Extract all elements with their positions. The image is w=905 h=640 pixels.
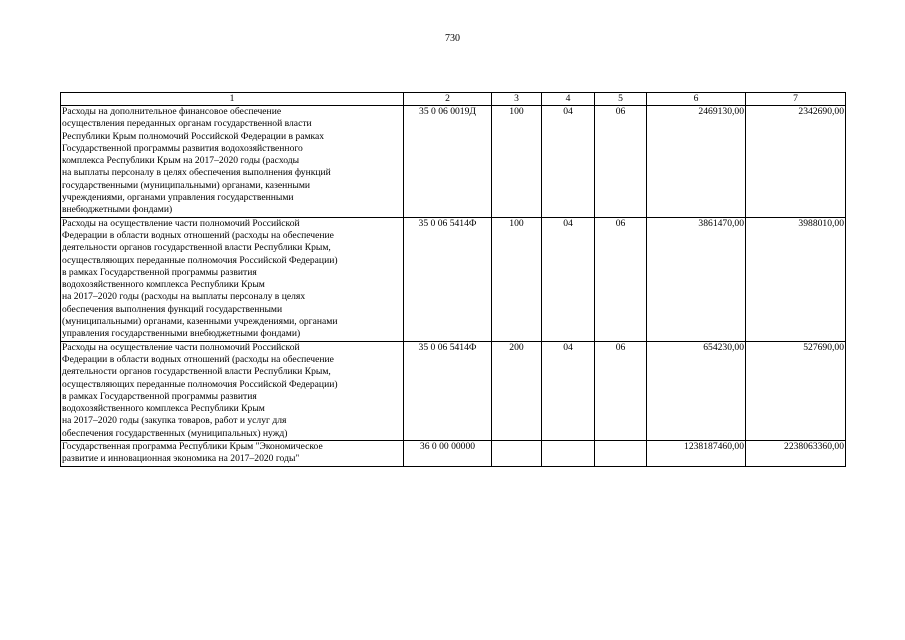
subsection-code: 06 [595,341,647,440]
table-row [61,341,846,440]
budget-table [60,92,846,467]
expense-type-code: 100 [492,106,542,218]
column-header-4: 4 [542,93,595,106]
table-row [61,217,846,341]
target-item-code: 35 0 06 5414Ф [404,341,492,440]
expense-description: Государственная программа Республики Крым "Экономическое развитие и инновационная экономика на 2017–2020 годы" [61,441,404,467]
page-number: 730 [445,33,460,44]
section-code: 04 [542,217,595,341]
column-header-2: 2 [404,93,492,106]
table-row [61,441,846,467]
column-header-6: 6 [647,93,746,106]
target-item-code: 35 0 06 5414Ф [404,217,492,341]
section-code [542,441,595,467]
amount-column-7: 3988010,00 [746,217,846,341]
column-header-1: 1 [61,93,404,106]
subsection-code [595,441,647,467]
table-row [61,106,846,218]
expense-description: Расходы на осуществление части полномочий Российской Федерации в области водных отношений (расходы на обеспечение деятельности органов государственной власти Республики Крым, осуществляющих переданные полномочия Российской Федерации) в рамках Государственной программы развития водохозяйственного комплекса Республики Крым на 2017–2020 годы (закупка товаров, работ и услуг для обеспечения государственных (муниципальных) нужд) [61,341,404,440]
subsection-code: 06 [595,217,647,341]
amount-column-6: 2469130,00 [647,106,746,218]
column-header-3: 3 [492,93,542,106]
amount-column-7: 2238063360,00 [746,441,846,467]
expense-description: Расходы на дополнительное финансовое обеспечение осуществления переданных органам государственной власти Республики Крым полномочий Российской Федерации в рамках Государственной программы развития водохозяйственного комплекса Республики Крым на 2017–2020 годы (расходы на выплаты персоналу в целях обеспечения выполнения функций государственными (муниципальными) органами, казенными учреждениями, органами управления государственными внебюджетными фондами) [61,106,404,218]
amount-column-6: 1238187460,00 [647,441,746,467]
section-code: 04 [542,341,595,440]
amount-column-7: 2342690,00 [746,106,846,218]
expense-type-code: 200 [492,341,542,440]
expense-type-code: 100 [492,217,542,341]
column-header-5: 5 [595,93,647,106]
expense-type-code [492,441,542,467]
expense-description: Расходы на осуществление части полномочий Российской Федерации в области водных отношений (расходы на обеспечение деятельности органов государственной власти Республики Крым, осуществляющих переданные полномочия Российской Федерации) в рамках Государственной программы развития водохозяйственного комплекса Республики Крым на 2017–2020 годы (расходы на выплаты персоналу в целях обеспечения выполнения функций государственными (муниципальными) органами, казенными учреждениями, органами управления государственными внебюджетными фондами) [61,217,404,341]
target-item-code: 36 0 00 00000 [404,441,492,467]
amount-column-6: 654230,00 [647,341,746,440]
amount-column-6: 3861470,00 [647,217,746,341]
subsection-code: 06 [595,106,647,218]
target-item-code: 35 0 06 0019Д [404,106,492,218]
column-header-7: 7 [746,93,846,106]
section-code: 04 [542,106,595,218]
table-header-row [61,93,846,106]
amount-column-7: 527690,00 [746,341,846,440]
